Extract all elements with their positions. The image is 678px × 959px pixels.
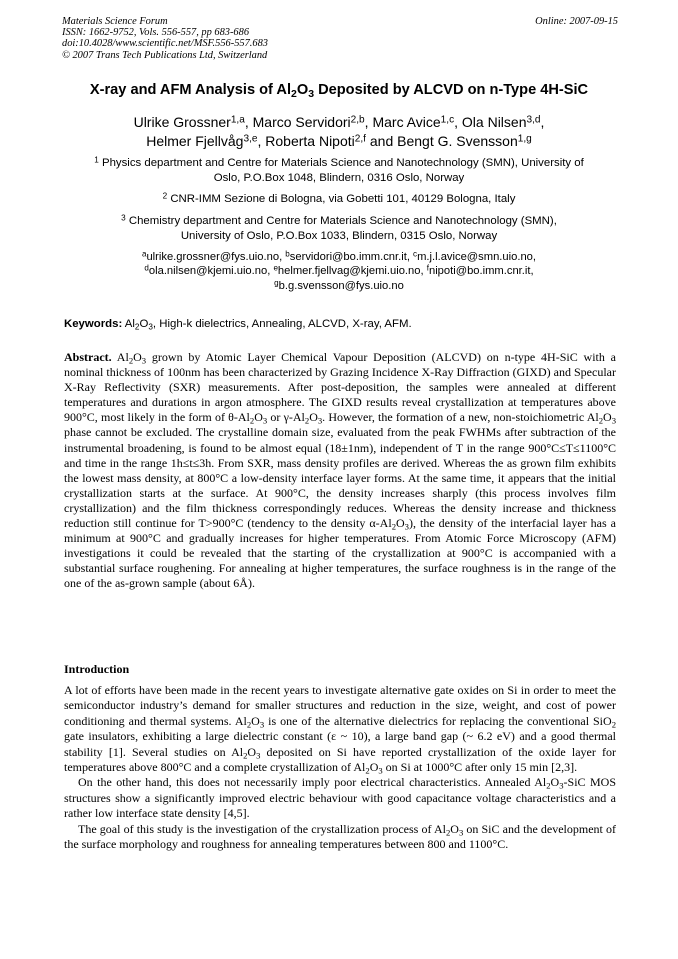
paragraph: The goal of this study is the investigation of the crystallization process of $Al_2O_3$ on SiC and the development of the surface morphology and roughness for annealing temperatures between 800 and 1100°C. [64, 821, 616, 852]
email[interactable]: $^b$servidori@bo.imm.cnr.it [285, 249, 407, 263]
paragraph: On the other hand, this does not necessarily imply poor electrical characteristics. Annealed $Al_2O_3$-SiC MOS structures show a significantly improved electric behaviour with good capacitance voltage characteristics and a rather low interface state density [4,5]. [64, 775, 616, 821]
author: Marco Servidori$^{2,b}$ [252, 114, 365, 130]
abstract: Abstract. $Al_2O_3$ grown by Atomic Layer Chemical Vapour Deposition (ALCVD) on n-type 4H-SiC with a nominal thickness of 100nm has been characterized by Grazing Incidence X-Ray Diffraction (GIXD) and Specular X-Ray Reflectivity (SXR) measurements. After post-deposition, the samples were annealed at different temperatures and durations in argon atmosphere. The GIXD results reveal crystallization at temperatures above 900°C, most likely in the form of $\theta-Al_2O_3$ or $\gamma-Al_2O_3$. However, the formation of a new, non-stoichiometric $Al_2O_3$ phase cannot be excluded. The crystalline domain size, evaluated from the peak FWHMs after subtraction of the instrumental broadening, is found to be almost equal (18±1nm), independent of T in the range 900°C≤T≤1100°C and time in the range 1h≤t≤3h. From SXR, mass density profiles are derived. Whereas the as grown film exhibits the lowest mass density, at 800°C a low-density interface layer forms. At the same time, it appears that the initial crystallization starts at the surface. At 900°C, the density increases sharply (this process involves film crystallization) and the film thickness correspondingly reduces. Whereas the density increase and thickness reduction still continue for T>900°C (tendency to the density $\alpha-Al_2O_3$), the density of the interfacial layer has a minimum at 900°C and gradually increases for higher temperatures. From Atomic Force Microscopy (AFM) investigations it could be revealed that the starting of the crystallization at 900°C is accompanied with a substantial surface roughening. For annealing at higher temperatures, the surface roughness is in the range of the one of the as-grown sample (about 6Å). [64, 350, 617, 591]
copyright-line: © 2007 Trans Tech Publications Ltd, Switzerland [62, 49, 268, 61]
journal-header [62, 16, 618, 61]
affiliation-1: $^1$ Physics department and Centre for Materials Science and Nanotechnology (SMN), University of Oslo, P.O.Box 1048, Blindern, 0316 Oslo, Norway [94, 155, 584, 184]
keywords-label: Keywords: [64, 318, 123, 330]
introduction-body [64, 683, 616, 852]
keywords: Keywords: $Al_2O_3$, High-k dielectrics, Annealing, ALCVD, X-ray, AFM. [64, 318, 412, 332]
author: Roberta Nipoti$^{2,f}$ [265, 132, 366, 149]
paper-title: X-ray and AFM Analysis of $Al_2O_3$ Deposited by ALCVD on n-Type 4H-SiC [89, 82, 589, 100]
author: Helmer Fjellvåg$^{3,e}$ [146, 132, 258, 149]
author: Bengt G. Svensson$^{1,g}$ [397, 132, 532, 149]
affiliation-2: $^2$ CNR-IMM Sezione di Bologna, via Gobetti 101, 40129 Bologna, Italy [162, 191, 516, 205]
online-date: Online: 2007-09-15 [535, 16, 618, 27]
affiliation-3: $^3$ Chemistry department and Centre for Materials Science and Nanotechnology (SMN), University of Oslo, P.O.Box 1033, Blindern, 0315 Oslo, Norway [121, 213, 557, 242]
email-list: $^a$ulrike.grossner@fys.uio.no, $^b$servidori@bo.imm.cnr.it, $^c$m.j.l.avice@smn.uio.no, $^d$ola.nilsen@kjemi.uio.no, $^e$helmer.fjellvag@kjemi.uio.no, $^f$nipoti@bo.imm.cnr.it, $^g$b.g.svensson@fys.uio.no [141, 249, 537, 292]
journal-name: Materials Science Forum [62, 16, 168, 27]
author: Marc Avice$^{1,c}$ [372, 114, 455, 130]
author: Ola Nilsen$^{3,d}$ [461, 114, 541, 130]
email[interactable]: $^g$b.g.svensson@fys.uio.no [274, 278, 404, 292]
abstract-label: Abstract. [64, 350, 112, 364]
author-list: Ulrike Grossner$^{1,a}$, Marco Servidori$^{2,b}$, Marc Avice$^{1,c}$, Ola Nilsen$^{3,d}$, Helmer Fjellvåg$^{3,e}$, Roberta Nipoti$^{2,f}$ and Bengt G. Svensson$^{1,g}$ [133, 114, 545, 149]
email[interactable]: $^e$helmer.fjellvag@kjemi.uio.no [273, 263, 421, 278]
doi-line: doi:10.4028/www.scientific.net/MSF.556-557.683 [62, 38, 268, 50]
email[interactable]: $^a$ulrike.grossner@fys.uio.no [141, 249, 280, 263]
email[interactable]: $^d$ola.nilsen@kjemi.uio.no [144, 263, 268, 278]
author: Ulrike Grossner$^{1,a}$ [133, 114, 245, 130]
email[interactable]: $^c$m.j.l.avice@smn.uio.no [413, 249, 533, 263]
introduction-heading: Introduction [64, 662, 130, 676]
email[interactable]: $^f$nipoti@bo.imm.cnr.it [426, 263, 531, 278]
issn-line: ISSN: 1662-9752, Vols. 556-557, pp 683-686 [62, 27, 250, 39]
paragraph: A lot of efforts have been made in the recent years to investigate alternative gate oxides on Si in order to meet the semiconductor industry’s demand for smaller structures and reduction in the size, weight, and cost of power conditioning and thermal systems. $Al_2O_3$ is one of the alternative dielectrics for replacing the conventional SiO$_2$ gate insulators, exhibiting a large dielectric constant (ε ~ 10), a large band gap (~ 6.2 eV) and a good thermal stability [1]. Several studies on $Al_2O_3$ deposited on Si have reported crystallization of the oxide layer for temperatures above 800°C and a complete crystallization of $Al_2O_3$ on Si at 1000°C after only 15 min [2,3]. [64, 683, 616, 776]
